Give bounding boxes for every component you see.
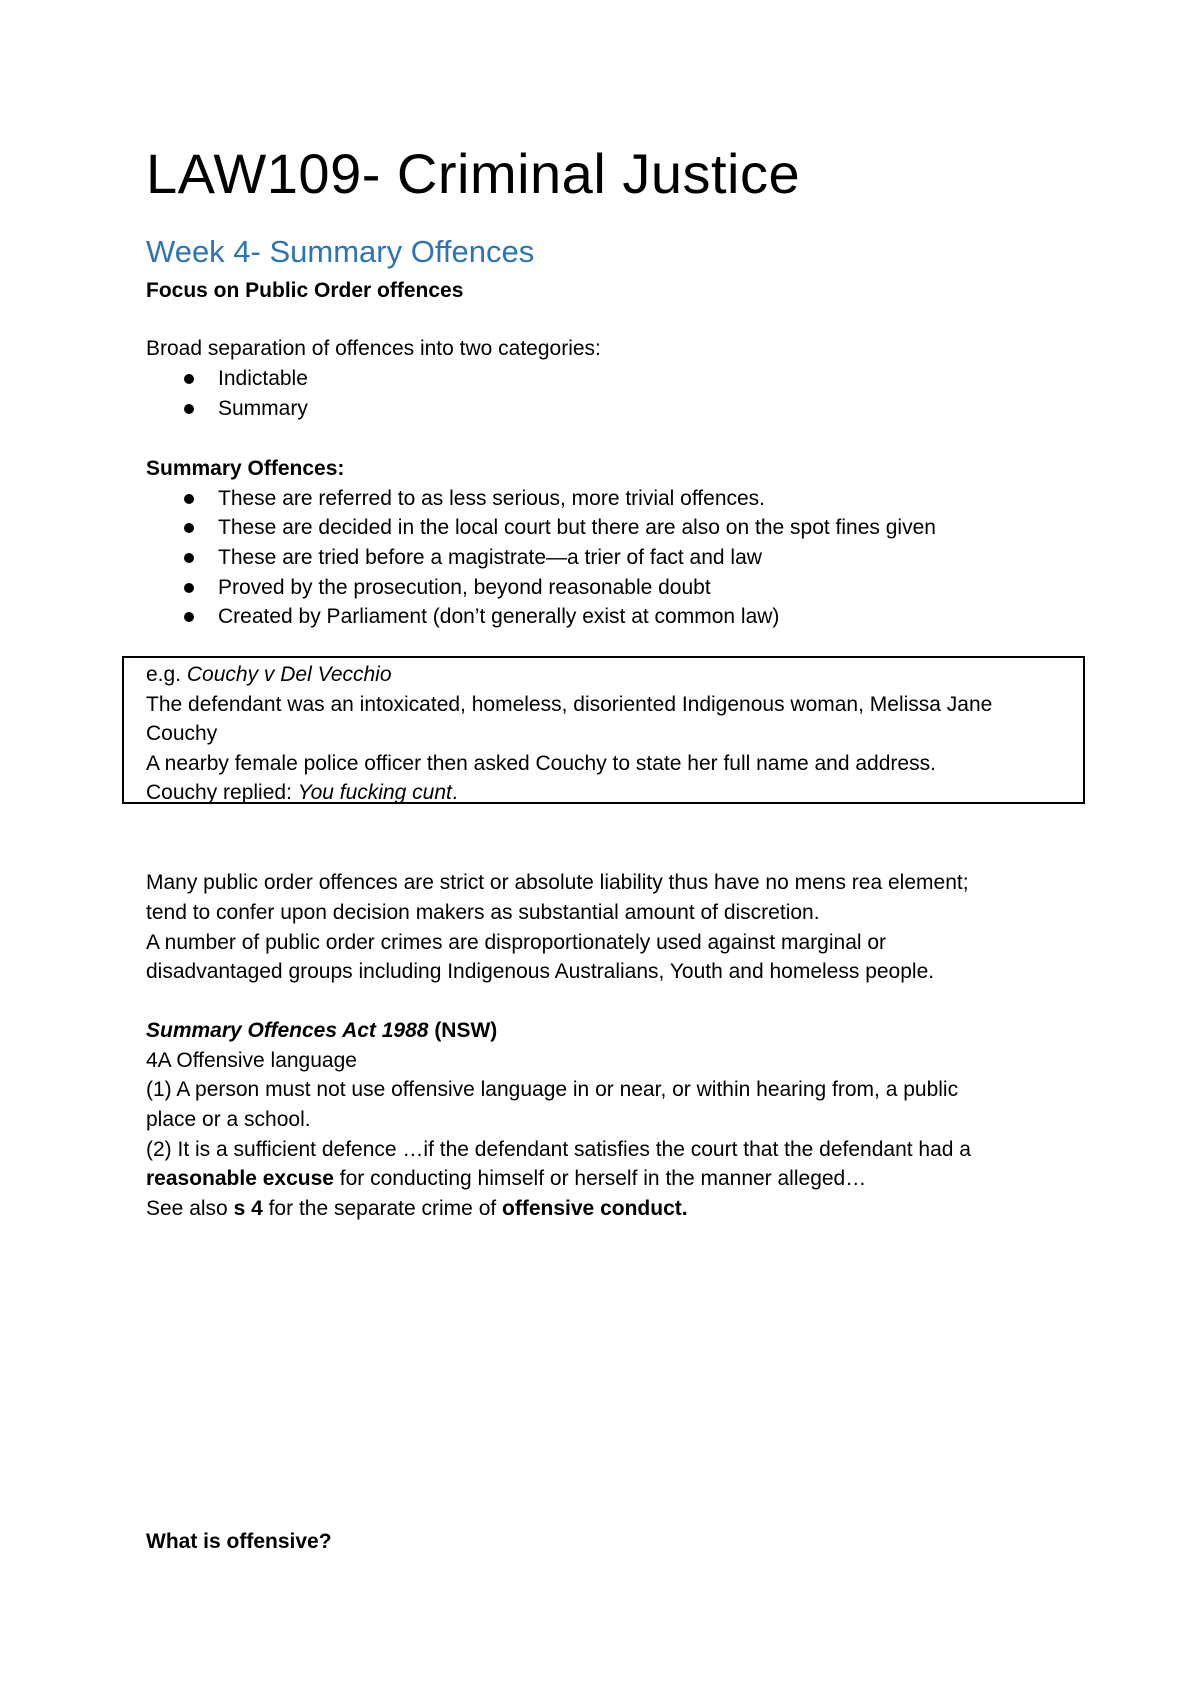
question-heading: What is offensive?: [146, 1530, 332, 1553]
reply-quote: You fucking cunt: [297, 781, 452, 804]
example-reply-line: [146, 778, 458, 807]
section-subtitle: Week 4- Summary Offences: [146, 234, 535, 269]
category-item: Summary: [218, 397, 308, 420]
section-heading: 4A Offensive language: [146, 1049, 357, 1072]
act-title: Summary Offences Act 1988: [146, 1019, 429, 1042]
summary-point: These are tried before a magistrate—a trier of fact and law: [218, 546, 762, 569]
summary-offences-heading: Summary Offences:: [146, 457, 345, 480]
see-also-prefix: See also: [146, 1197, 234, 1220]
bullet-dot: [184, 404, 194, 414]
see-also-line: [146, 1194, 688, 1223]
see-also-middle: for the separate crime of: [262, 1197, 503, 1220]
example-text-line: A nearby female police officer then asked Couchy to state her full name and address.: [146, 752, 936, 775]
act-jurisdiction: (NSW): [428, 1019, 498, 1042]
case-name: Couchy v Del Vecchio: [186, 663, 392, 686]
subsection-rest: for conducting himself or herself in the manner alleged…: [333, 1167, 867, 1190]
summary-point: Created by Parliament (don’t generally exist at common law): [218, 605, 780, 628]
paragraph-line: Many public order offences are strict or absolute liability thus have no mens rea element;: [146, 871, 969, 894]
example-text-line: Couchy: [146, 722, 218, 745]
bullet-dot: [184, 374, 194, 384]
eg-prefix: e.g.: [146, 663, 187, 686]
subsection-line: [146, 1164, 866, 1193]
subsection-line: (2) It is a sufficient defence …if the defendant satisfies the court that the defendant had a: [146, 1138, 971, 1161]
summary-point: These are referred to as less serious, more trivial offences.: [218, 487, 766, 510]
summary-point: These are decided in the local court but there are also on the spot fines given: [218, 516, 936, 539]
focus-heading: Focus on Public Order offences: [146, 279, 464, 302]
separation-intro: Broad separation of offences into two categories:: [146, 337, 601, 360]
bullet-dot: [184, 523, 194, 533]
example-text-line: The defendant was an intoxicated, homeless, disoriented Indigenous woman, Melissa Jane: [146, 693, 993, 716]
reply-end: .: [451, 781, 458, 804]
document-title: LAW109- Criminal Justice: [146, 142, 801, 205]
paragraph-line: A number of public order crimes are disproportionately used against marginal or: [146, 931, 887, 954]
act-citation: [146, 1016, 497, 1045]
example-case-line: [146, 660, 392, 689]
bullet-dot: [184, 583, 194, 593]
reasonable-excuse: reasonable excuse: [146, 1167, 334, 1190]
subsection-line: place or a school.: [146, 1108, 311, 1131]
bullet-dot: [184, 553, 194, 563]
paragraph-line: disadvantaged groups including Indigenous Australians, Youth and homeless people.: [146, 960, 935, 983]
category-item: Indictable: [218, 367, 308, 390]
see-also-section: s 4: [233, 1197, 263, 1220]
reply-prefix: Couchy replied:: [146, 781, 298, 804]
bullet-dot: [184, 612, 194, 622]
summary-point: Proved by the prosecution, beyond reasonable doubt: [218, 576, 711, 599]
offensive-conduct: offensive conduct.: [502, 1197, 688, 1220]
paragraph-line: tend to confer upon decision makers as substantial amount of discretion.: [146, 901, 820, 924]
bullet-dot: [184, 494, 194, 504]
subsection-line: (1) A person must not use offensive language in or near, or within hearing from, a public: [146, 1078, 959, 1101]
